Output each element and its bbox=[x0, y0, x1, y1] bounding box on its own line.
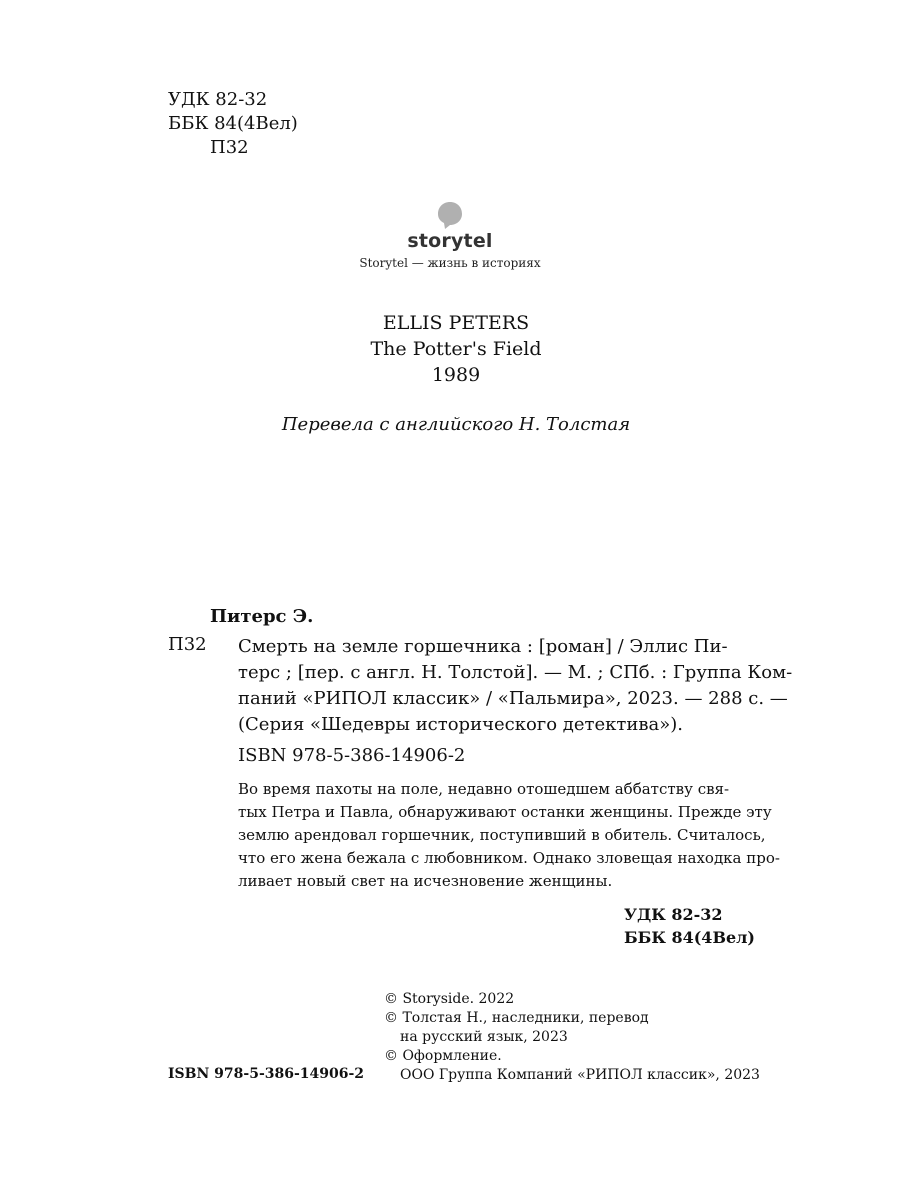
bbk-code: ББК 84(4Вел) bbox=[168, 113, 298, 134]
publisher-logo bbox=[0, 200, 900, 252]
bib-line: паний «РИПОЛ классик» / «Пальмира», 2023. — 288 с. — bbox=[238, 688, 788, 709]
catalog-isbn: ISBN 978-5-386-14906-2 bbox=[238, 745, 466, 766]
author-sign: П32 bbox=[210, 137, 249, 158]
annotation-line: тых Петра и Павла, обнаруживают останки женщины. Прежде эту bbox=[238, 803, 772, 821]
udk-code: УДК 82-32 bbox=[168, 89, 268, 110]
translator-line: Перевела с английского Н. Толстая bbox=[281, 414, 631, 435]
copyright-line: © Storyside. 2022 bbox=[384, 991, 515, 1007]
catalog-udk: УДК 82-32 bbox=[624, 905, 723, 924]
bib-line: (Серия «Шедевры исторического детектива»). bbox=[238, 714, 683, 735]
annotation-line: землю арендовал горшечник, поступивший в обитель. Считалось, bbox=[238, 826, 766, 844]
original-year: 1989 bbox=[431, 364, 481, 386]
bottom-isbn: ISBN 978-5-386-14906-2 bbox=[168, 1066, 365, 1082]
annotation-line: ливает новый свет на исчезновение женщины. bbox=[238, 872, 613, 890]
speech-drop-icon bbox=[435, 200, 465, 230]
catalog-bbk: ББК 84(4Вел) bbox=[624, 928, 755, 947]
bib-line: Смерть на земле горшечника : [роман] / Эллис Пи- bbox=[238, 636, 728, 657]
annotation-line: Во время пахоты на поле, недавно отошедшем аббатству свя- bbox=[238, 780, 730, 798]
catalog-call-number: П32 bbox=[168, 634, 207, 655]
original-author: ELLIS PETERS bbox=[382, 312, 530, 334]
original-title: The Potter's Field bbox=[370, 338, 542, 360]
publisher-tagline: Storytel — жизнь в историях bbox=[359, 256, 541, 270]
annotation-line: что его жена бежала с любовником. Однако зловещая находка про- bbox=[238, 849, 780, 867]
bib-line: терс ; [пер. с англ. Н. Толстой]. — М. ; СПб. : Группа Ком- bbox=[238, 662, 793, 683]
copyright-line: © Оформление. bbox=[384, 1048, 502, 1064]
copyright-line: на русский язык, 2023 bbox=[400, 1029, 568, 1045]
copyright-line: © Толстая Н., наследники, перевод bbox=[384, 1010, 649, 1026]
logo-wordmark: storytel bbox=[407, 230, 493, 252]
copyright-line: ООО Группа Компаний «РИПОЛ классик», 2023 bbox=[400, 1067, 760, 1083]
catalog-author: Питерс Э. bbox=[210, 606, 314, 627]
